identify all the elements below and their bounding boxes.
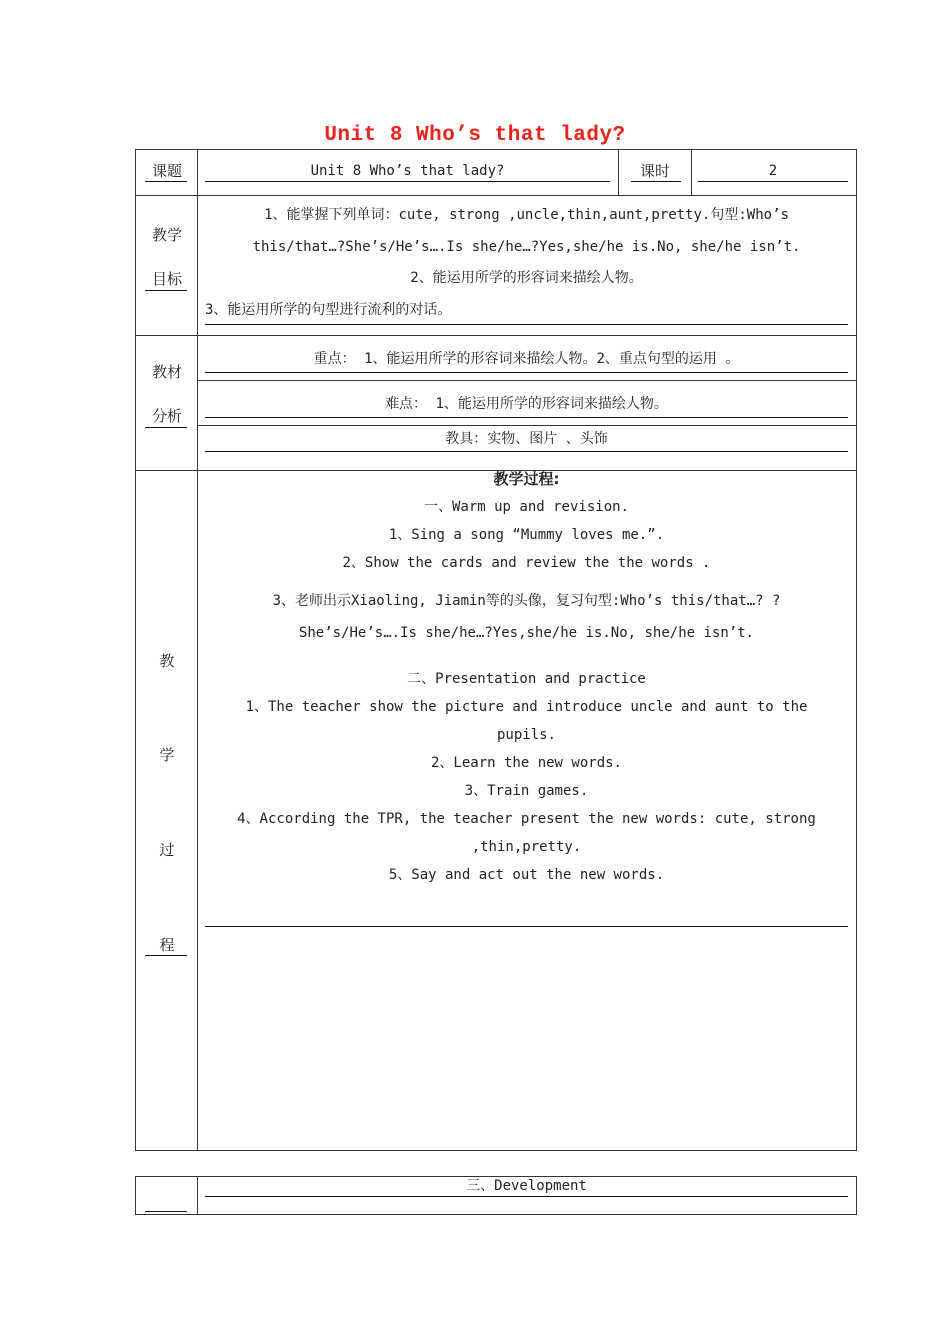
period-value: 2 — [768, 163, 778, 179]
process-line: 二、Presentation and practice — [407, 671, 646, 687]
period-label-underline — [631, 181, 681, 182]
row-divider — [197, 380, 856, 381]
analysis-label-underline — [145, 427, 187, 428]
analysis-label-line2: 分析 — [151, 407, 182, 425]
period-label: 课时 — [639, 162, 670, 180]
period-value-divider — [691, 150, 692, 195]
process-line: pupils. — [496, 727, 556, 743]
teaching-aids-underline — [205, 451, 848, 452]
objectives-line-1: 1、能掌握下列单词：cute, strong ,uncle,thin,aunt,pretty.句型:Who’s — [264, 207, 789, 223]
process-label-underline — [145, 955, 187, 956]
objectives-line-3: 2、能运用所学的形容词来描绘人物。 — [410, 270, 643, 286]
process-line: ,thin,pretty. — [471, 839, 582, 855]
objectives-line-2: this/that…?She’s/He’s….Is she/he…?Yes,she/he is.No, she/he isn’t. — [252, 239, 801, 255]
topic-value-underline — [205, 181, 610, 182]
process-line: She’s/He’s….Is she/he…?Yes,she/he is.No, she/he isn’t. — [298, 625, 755, 641]
continuation-label-underline — [145, 1211, 187, 1212]
process-line: 1、The teacher show the picture and introduce uncle and aunt to the — [245, 699, 808, 715]
process-label-char-2: 学 — [159, 746, 175, 764]
process-line: 3、Train games. — [464, 783, 589, 799]
row-divider — [136, 195, 856, 196]
period-value-underline — [698, 181, 848, 182]
process-line: 4、According the TPR, the teacher present the new words: cute, strong — [237, 811, 816, 827]
analysis-label-line1: 教材 — [151, 363, 182, 381]
process-label-char-4: 程 — [159, 936, 175, 954]
process-line: 1、Sing a song “Mummy loves me.”. — [388, 527, 665, 543]
objectives-label-line2: 目标 — [151, 270, 182, 288]
topic-label-underline — [145, 181, 187, 182]
process-underline — [205, 926, 848, 927]
process-line: 5、Say and act out the new words. — [388, 867, 665, 883]
process-line: 2、Learn the new words. — [430, 755, 622, 771]
development-heading: 三、Development — [466, 1178, 587, 1194]
teaching-aids: 教具：实物、图片 、头饰 — [445, 431, 608, 447]
process-heading: 教学过程: — [493, 470, 560, 488]
key-points-underline — [205, 372, 848, 373]
label-column-divider — [197, 1177, 198, 1214]
row-divider — [136, 335, 856, 336]
process-line: 一、Warm up and revision. — [423, 499, 629, 515]
objectives-underline — [205, 324, 848, 325]
objectives-label-line1: 教学 — [151, 226, 182, 244]
period-label-divider — [618, 150, 619, 195]
process-line: 3、老师出示Xiaoling, Jiamin等的头像，复习句型:Who’s this/that…? ? — [272, 593, 781, 609]
difficulties: 难点： 1、能运用所学的形容词来描绘人物。 — [385, 396, 668, 412]
process-label-char-1: 教 — [159, 652, 175, 670]
difficulties-underline — [205, 417, 848, 418]
objectives-label-underline — [145, 290, 187, 291]
process-line: 2、Show the cards and review the the words . — [342, 555, 711, 571]
objectives-line-4: 3、能运用所学的句型进行流利的对话。 — [205, 302, 452, 318]
topic-value: Unit 8 Who’s that lady? — [310, 163, 505, 179]
topic-label: 课题 — [151, 162, 182, 180]
label-column-divider — [197, 150, 198, 1150]
key-points: 重点： 1、能运用所学的形容词来描绘人物。2、重点句型的运用 。 — [313, 351, 740, 367]
document-title: Unit 8 Who’s that lady? — [324, 124, 626, 147]
development-underline — [205, 1196, 848, 1197]
process-label-char-3: 过 — [159, 841, 175, 859]
lesson-plan-table — [135, 149, 857, 1151]
row-divider — [197, 425, 856, 426]
